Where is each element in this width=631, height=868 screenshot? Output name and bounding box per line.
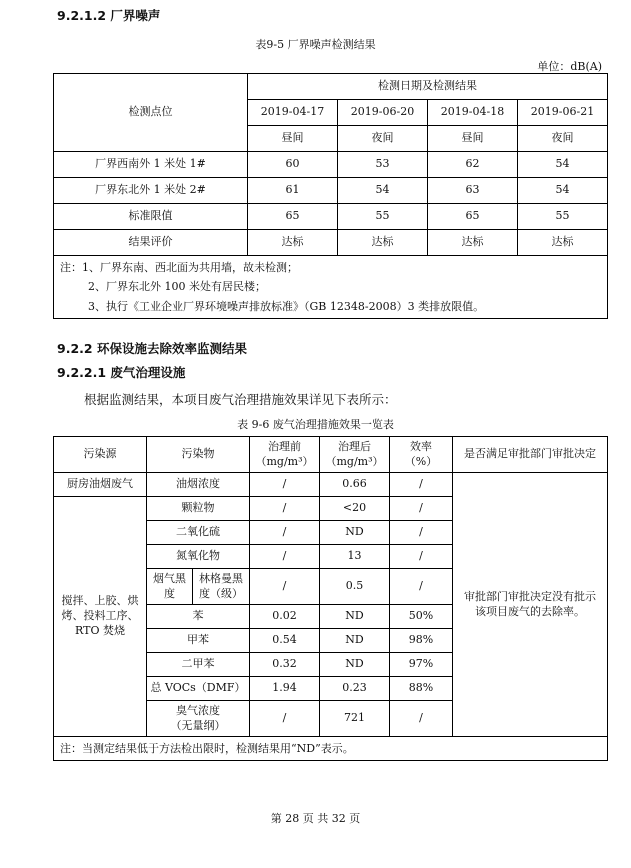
- header-efficiency-label: 效率: [410, 439, 432, 453]
- before-cell: /: [250, 701, 320, 737]
- value-cell: 53: [338, 152, 428, 178]
- header-efficiency-unit: （%）: [404, 454, 438, 468]
- pollutant-cell: [147, 701, 250, 737]
- pollutant-cell: 总 VOCs（DMF）: [147, 677, 250, 701]
- pollutant-cell: 颗粒物: [147, 497, 250, 521]
- value-cell: 61: [248, 178, 338, 204]
- efficiency-cell: 50%: [390, 605, 453, 629]
- value-cell: 65: [248, 204, 338, 230]
- date-cell: 2019-04-17: [248, 100, 338, 126]
- note-line: 2、厂界东北外 100 米处有居民楼；: [88, 280, 266, 294]
- pollutant-odor: 臭气浓度: [176, 703, 220, 717]
- noise-table: [53, 73, 608, 319]
- note-line: 3、执行《工业企业厂界环境噪声排放标准》（GB 12348-2008）3 类排放限值。: [88, 299, 485, 313]
- period-cell: 夜间: [338, 126, 428, 152]
- value-cell: 55: [518, 204, 608, 230]
- note-line: 注：1、厂界东南、西北面为共用墙，故未检测；: [60, 261, 298, 274]
- pollutant-cell-sub: 林格曼黑度（级）: [193, 569, 250, 605]
- pollutant-cell-main: 烟气黑度: [147, 569, 193, 605]
- value-cell: 达标: [518, 230, 608, 256]
- source-process: 搅拌、上胶、烘烤、投料工序、RTO 焚烧: [54, 497, 147, 737]
- value-cell: 62: [428, 152, 518, 178]
- table-note: 注：当测定结果低于方法检出限时，检测结果用“ND”表示。: [54, 737, 608, 761]
- value-cell: 55: [338, 204, 428, 230]
- header-date-group: 检测日期及检测结果: [248, 74, 608, 100]
- efficiency-cell: 97%: [390, 653, 453, 677]
- pollutant-cell: 二氧化硫: [147, 521, 250, 545]
- period-cell: 昼间: [248, 126, 338, 152]
- value-cell: 60: [248, 152, 338, 178]
- value-cell: 达标: [428, 230, 518, 256]
- pollutant-cell: 甲苯: [147, 629, 250, 653]
- after-cell: 0.5: [320, 569, 390, 605]
- after-cell: 0.66: [320, 473, 390, 497]
- pollutant-cell: 二甲苯: [147, 653, 250, 677]
- table-note: [54, 256, 608, 319]
- pollutant-cell: 氮氧化物: [147, 545, 250, 569]
- header-approval: 是否满足审批部门审批决定: [453, 437, 608, 473]
- row-label: 结果评价: [54, 230, 248, 256]
- table-caption-9-5: 表9-5 厂界噪声检测结果: [255, 38, 376, 51]
- approval-cell: 审批部门审批决定没有批示该项目废气的去除率。: [453, 473, 608, 737]
- table-row: [54, 152, 608, 178]
- before-cell: 0.02: [250, 605, 320, 629]
- value-cell: 54: [338, 178, 428, 204]
- before-cell: /: [250, 521, 320, 545]
- row-label: 厂界东北外 1 米处 2#: [54, 178, 248, 204]
- after-cell: <20: [320, 497, 390, 521]
- table-row: [54, 473, 608, 497]
- header-after-unit: （mg/m³）: [325, 454, 384, 468]
- header-before-unit: （mg/m³）: [255, 454, 314, 468]
- header-before-label: 治理前: [268, 439, 301, 453]
- period-cell: 夜间: [518, 126, 608, 152]
- efficiency-cell: /: [390, 473, 453, 497]
- efficiency-cell: 88%: [390, 677, 453, 701]
- value-cell: 65: [428, 204, 518, 230]
- value-cell: 达标: [338, 230, 428, 256]
- before-cell: /: [250, 545, 320, 569]
- header-before: [250, 437, 320, 473]
- table-caption-9-6: 表 9-6 废气治理措施效果一览表: [237, 418, 394, 431]
- body-paragraph: 根据监测结果，本项目废气治理措施效果详见下表所示：: [84, 392, 397, 407]
- section-heading-efficiency: 9.2.2 环保设施去除效率监测结果: [57, 341, 247, 356]
- header-source: 污染源: [54, 437, 147, 473]
- exhaust-table: [53, 436, 608, 761]
- header-pollutant: 污染物: [147, 437, 250, 473]
- before-cell: /: [250, 497, 320, 521]
- period-cell: 昼间: [428, 126, 518, 152]
- efficiency-cell: 98%: [390, 629, 453, 653]
- value-cell: 63: [428, 178, 518, 204]
- value-cell: 达标: [248, 230, 338, 256]
- after-cell: ND: [320, 653, 390, 677]
- before-cell: 0.32: [250, 653, 320, 677]
- row-label: 标准限值: [54, 204, 248, 230]
- table-row: [54, 178, 608, 204]
- table-row: [54, 230, 608, 256]
- table-row: [54, 204, 608, 230]
- before-cell: /: [250, 569, 320, 605]
- efficiency-cell: /: [390, 497, 453, 521]
- efficiency-cell: /: [390, 545, 453, 569]
- pollutant-odor-unit: （无量纲）: [170, 718, 226, 732]
- pollutant-cell: 油烟浓度: [147, 473, 250, 497]
- after-cell: ND: [320, 629, 390, 653]
- pollutant-cell: 苯: [147, 605, 250, 629]
- before-cell: 1.94: [250, 677, 320, 701]
- before-cell: /: [250, 473, 320, 497]
- header-after: [320, 437, 390, 473]
- date-cell: 2019-06-20: [338, 100, 428, 126]
- header-location: 检测点位: [54, 74, 248, 152]
- after-cell: 0.23: [320, 677, 390, 701]
- page-footer: 第 28 页 共 32 页: [270, 812, 361, 825]
- unit-label: 单位：dB(A): [537, 60, 602, 73]
- date-cell: 2019-04-18: [428, 100, 518, 126]
- efficiency-cell: /: [390, 569, 453, 605]
- section-heading-noise: 9.2.1.2 厂界噪声: [57, 8, 161, 23]
- header-after-label: 治理后: [338, 439, 371, 453]
- before-cell: 0.54: [250, 629, 320, 653]
- date-cell: 2019-06-21: [518, 100, 608, 126]
- header-efficiency: [390, 437, 453, 473]
- after-cell: ND: [320, 605, 390, 629]
- after-cell: ND: [320, 521, 390, 545]
- after-cell: 721: [320, 701, 390, 737]
- value-cell: 54: [518, 178, 608, 204]
- efficiency-cell: /: [390, 701, 453, 737]
- subsection-heading-exhaust: 9.2.2.1 废气治理设施: [57, 365, 186, 380]
- row-label: 厂界西南外 1 米处 1#: [54, 152, 248, 178]
- value-cell: 54: [518, 152, 608, 178]
- source-kitchen: 厨房油烟废气: [54, 473, 147, 497]
- efficiency-cell: /: [390, 521, 453, 545]
- after-cell: 13: [320, 545, 390, 569]
